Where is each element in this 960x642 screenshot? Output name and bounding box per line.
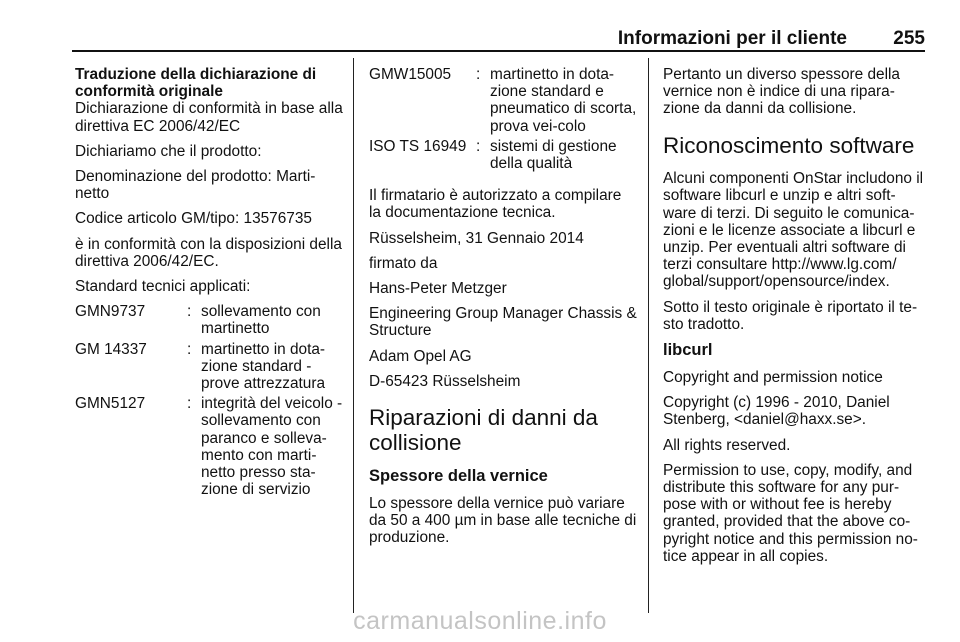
paragraph: Pertanto un diverso spessore della vernice non è indice di una ripara-zione da danni da collisione.: [663, 66, 900, 118]
paragraph: Rüsselsheim, 31 Gennaio 2014: [369, 229, 584, 247]
header-title: Informazioni per il cliente: [617, 28, 847, 49]
paragraph: Adam Opel AG: [369, 347, 472, 365]
table-row: [75, 303, 347, 340]
paragraph: Standard tecnici applicati:: [75, 278, 251, 296]
table-row: [369, 66, 637, 138]
paragraph: firmato da: [369, 254, 438, 272]
paragraph: è in conformità con la disposizioni della direttiva 2006/42/EC.: [75, 235, 342, 270]
separator: :: [476, 137, 481, 155]
watermark: carmanualsonline.info: [353, 607, 607, 635]
paragraph: Hans-Peter Metzger: [369, 280, 507, 298]
standards-table: [75, 303, 347, 501]
standard-description: martinetto in dota-zione standard - prove attrezzatura: [201, 340, 326, 393]
separator: :: [476, 66, 481, 83]
table-row: [75, 341, 347, 396]
paragraph: Codice articolo GM/tipo: 13576735: [75, 210, 312, 228]
column-divider: [353, 58, 354, 613]
paragraph: Sotto il testo originale è riportato il te-sto tradotto.: [663, 298, 918, 333]
standard-code: GMN5127: [75, 395, 146, 413]
paragraph: Lo spessore della vernice può variare da 50 a 400 µm in base alle tecniche di produzione.: [369, 495, 637, 547]
standard-description: martinetto in dota-zione standard e pneumatico di scorta, prova vei-colo: [490, 66, 637, 135]
paragraph: Permission to use, copy, modify, and distribute this software for any pur-pose with or without fee is hereby granted, provided that the above co-pyright notice and this permission no-tice appear in all copies.: [663, 461, 918, 565]
page-number: 255: [893, 28, 925, 49]
separator: :: [187, 395, 192, 413]
standard-code: GMN9737: [75, 303, 146, 321]
standard-code: GMW15005: [369, 66, 452, 83]
standard-description: integrità del veicolo - sollevamento con paranco e solleva-mento con marti-netto presso sta-zione di servizio: [201, 395, 343, 499]
standards-table: [369, 66, 637, 175]
table-row: [369, 138, 637, 175]
section-heading: Riparazioni di danni da collisione: [369, 405, 598, 455]
paragraph: Denominazione del prodotto: Marti-netto: [75, 168, 316, 203]
standard-code: GM 14337: [75, 340, 147, 358]
separator: :: [187, 303, 192, 321]
separator: :: [187, 340, 192, 358]
paragraph: Il firmatario è autorizzato a compilare la documentazione tecnica.: [369, 187, 622, 222]
paragraph: Engineering Group Manager Chassis & Structure: [369, 305, 637, 340]
column-2: [369, 66, 637, 555]
subsection-heading: Spessore della vernice: [369, 467, 548, 486]
column-3: [663, 66, 929, 573]
standard-code: ISO TS 16949: [369, 137, 467, 155]
paragraph: D-65423 Rüsselsheim: [369, 372, 521, 390]
paragraph: Copyright (c) 1996 - 2010, Daniel Stenberg, <daniel@haxx.se>.: [663, 394, 890, 429]
section-heading: Riconoscimento software: [663, 132, 915, 158]
declaration-subtitle: Dichiarazione di conformità in base alla direttiva EC 2006/42/EC: [75, 100, 343, 135]
standard-description: sollevamento con martinetto: [201, 303, 321, 338]
table-row: [75, 395, 347, 501]
column-1: [75, 66, 347, 507]
paragraph: Alcuni componenti OnStar includono il software libcurl e unzip e altri soft-ware di terzi. Di seguito le comunica-zioni e le licenze associate a libcurl e unzip. Per eventuali altri software di terzi consultare http://www.lg.com/ global/support/opensource/index.: [663, 170, 924, 291]
declaration-title: Traduzione della dichiarazione di conformità originale: [75, 66, 317, 101]
subsection-heading: libcurl: [663, 340, 713, 359]
paragraph: Copyright and permission notice: [663, 368, 883, 386]
paragraph: All rights reserved.: [663, 436, 791, 454]
column-divider: [648, 58, 649, 613]
page-header: [72, 30, 925, 52]
paragraph: Dichiariamo che il prodotto:: [75, 142, 262, 160]
standard-description: sistemi di gestione della qualità: [490, 137, 617, 173]
